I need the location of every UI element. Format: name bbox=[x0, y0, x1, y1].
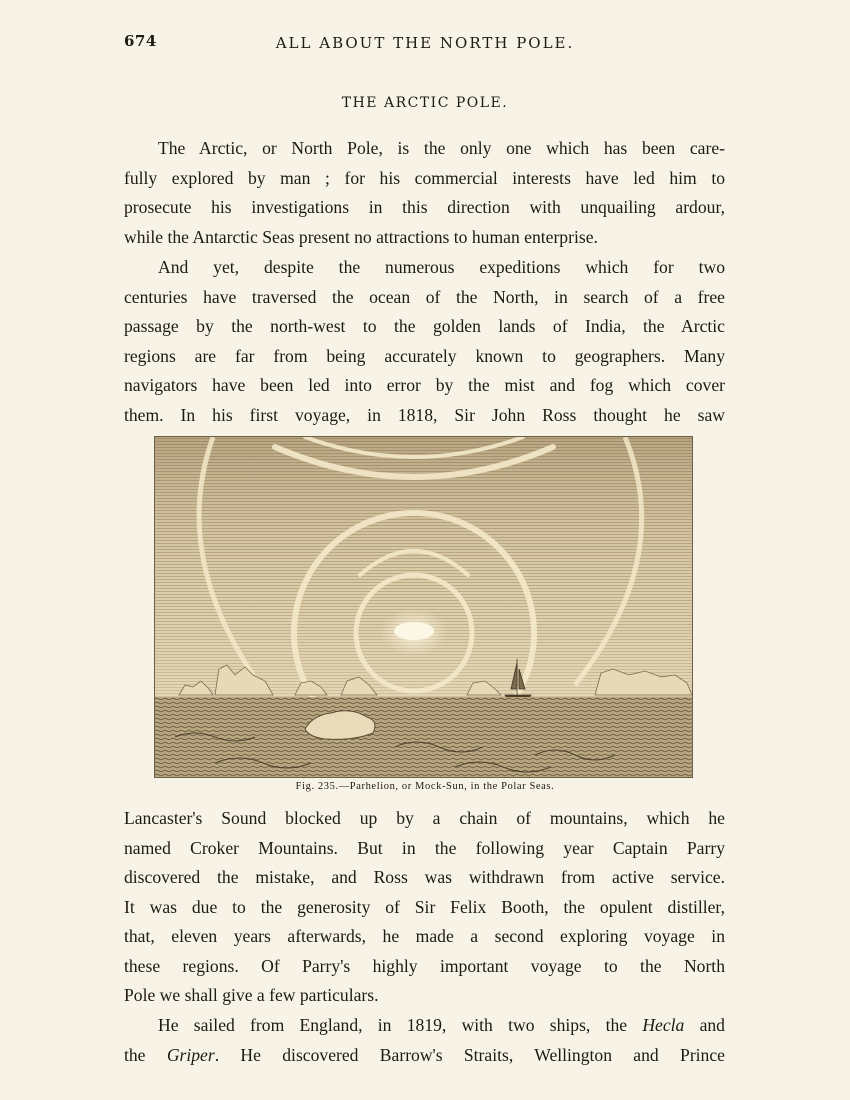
text-line: centuries have traversed the ocean of the North, in search of a free bbox=[124, 286, 725, 307]
text-line: named Croker Mountains. But in the following year Captain Parry bbox=[124, 837, 725, 858]
text-line: The Arctic, or North Pole, is the only one which has been care- bbox=[158, 138, 725, 158]
text-line: It was due to the generosity of Sir Felix Booth, the opulent distiller, bbox=[124, 896, 725, 917]
text-line: while the Antarctic Seas present no attractions to human enterprise. bbox=[124, 226, 598, 247]
page-number: 674 bbox=[124, 32, 157, 50]
paragraph-2 bbox=[124, 253, 725, 430]
paragraph-4 bbox=[124, 1011, 725, 1070]
text-run: He sailed from England, in 1819, with two ships, the bbox=[158, 1015, 643, 1035]
text-line bbox=[124, 1041, 725, 1071]
text-line: them. In his first voyage, in 1818, Sir John Ross thought he saw bbox=[124, 404, 725, 425]
text-line: Pole we shall give a few particulars. bbox=[124, 985, 379, 1005]
text-line: passage by the north-west to the golden lands of India, the Arctic bbox=[124, 316, 725, 336]
parhelion-illustration bbox=[154, 436, 693, 778]
text-line: regions are far from being accurately known to geographers. Many bbox=[124, 345, 725, 366]
text-run: the bbox=[124, 1044, 167, 1065]
text-line: these regions. Of Parry's highly important voyage to the North bbox=[124, 955, 725, 976]
text-line: prosecute his investigations in this direction with unquailing ardour, bbox=[124, 197, 725, 217]
text-line: that, eleven years afterwards, he made a second exploring voyage in bbox=[124, 926, 725, 946]
ship-name-griper: Griper bbox=[166, 1044, 215, 1065]
text-line bbox=[124, 1011, 725, 1041]
running-head: ALL ABOUT THE NORTH POLE. bbox=[275, 34, 575, 52]
section-title: THE ARCTIC POLE. bbox=[341, 95, 509, 111]
figure-caption: Fig. 235.—Parhelion, or Mock-Sun, in the Polar Seas. bbox=[295, 781, 555, 792]
text-line: discovered the mistake, and Ross was withdrawn from active service. bbox=[124, 867, 725, 887]
text-line: fully explored by man ; for his commercial interests have led him to bbox=[124, 167, 725, 188]
text-line: And yet, despite the numerous expeditions which for two bbox=[158, 257, 725, 277]
paragraph-3 bbox=[124, 804, 725, 1011]
text-run: and bbox=[684, 1015, 725, 1035]
text-line: navigators have been led into error by the mist and fog which cover bbox=[124, 375, 725, 395]
paragraph-1 bbox=[124, 134, 725, 252]
text-run: . He discovered Barrow's Straits, Wellington and Prince bbox=[214, 1044, 725, 1065]
text-line: Lancaster's Sound blocked up by a chain of mountains, which he bbox=[124, 808, 725, 828]
ship-name-hecla: Hecla bbox=[642, 1015, 685, 1035]
